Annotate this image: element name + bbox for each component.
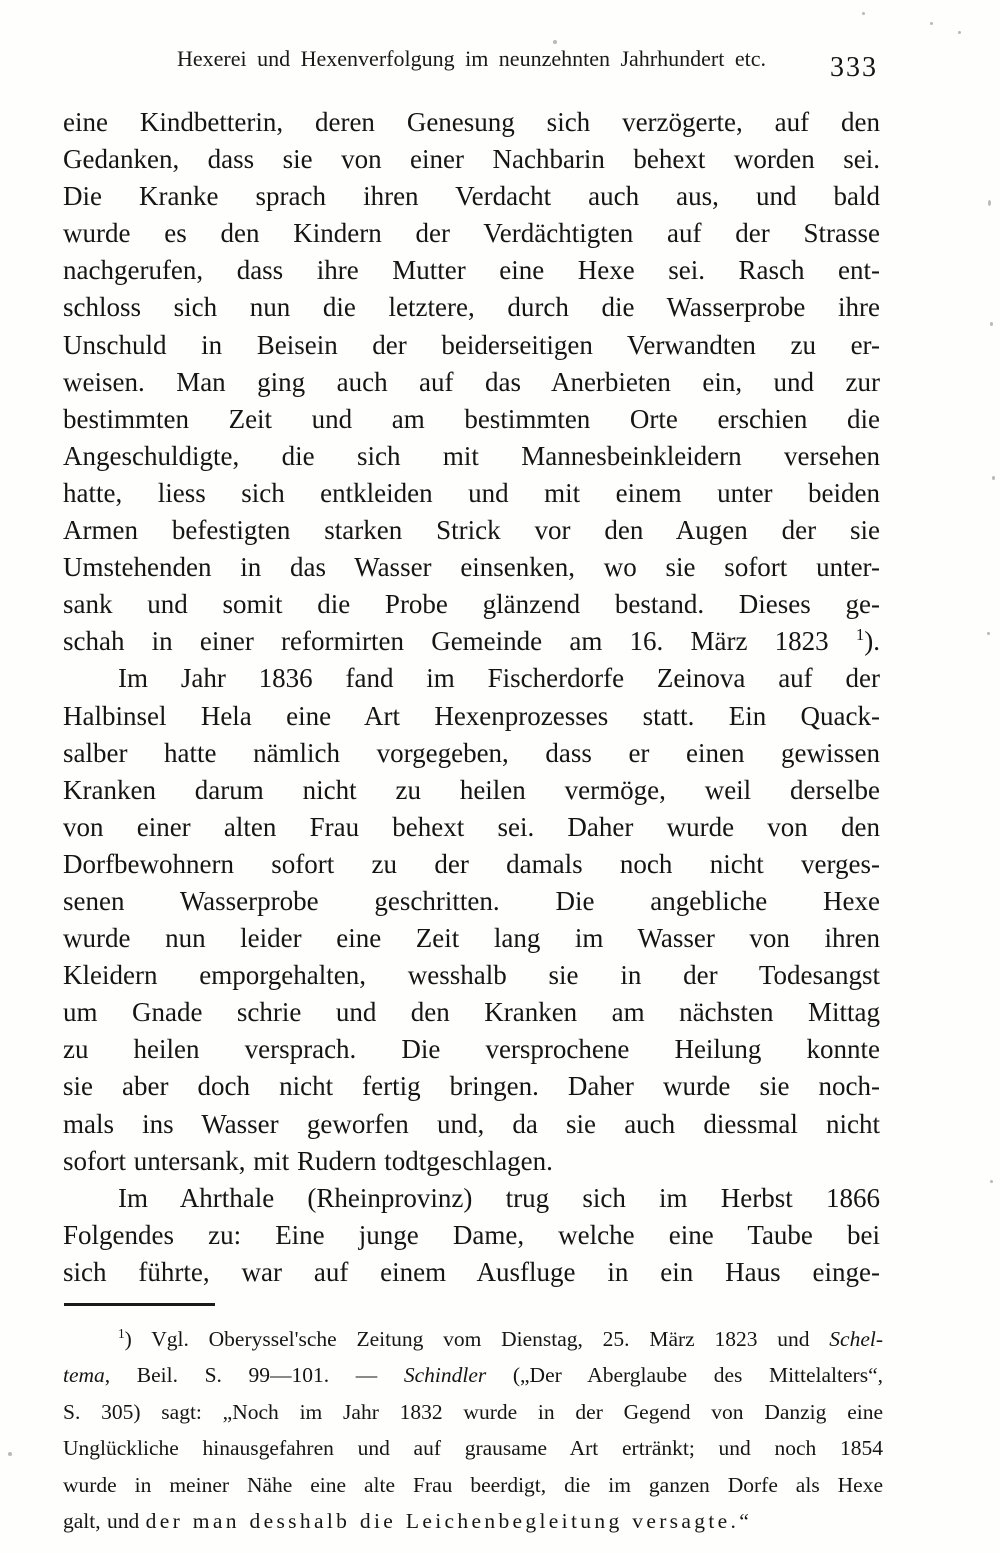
text-segment: 1 (855, 625, 865, 645)
text-segment: der man desshalb die Leichenbegleitung versagte.“ (145, 1509, 753, 1534)
text-line (63, 1254, 880, 1291)
text-segment: sich führte, war auf einem Ausfluge in ein Haus einge- (63, 1256, 880, 1287)
scan-speck (990, 322, 993, 326)
text-segment: Dorfbewohnern sofort zu der damals noch nicht verges- (63, 848, 880, 879)
text-line (63, 586, 880, 623)
text-line (63, 1217, 880, 1254)
text-segment: nachgerufen, dass ihre Mutter eine Hexe sei. Rasch ent- (63, 255, 880, 286)
text-segment: Angeschuldigte, die sich mit Mannesbeinkleidern versehen (63, 440, 880, 471)
text-line (63, 549, 880, 586)
scan-speck (8, 1452, 12, 1456)
text-segment: wurde es den Kindern der Verdächtigten auf der Strasse (63, 218, 880, 249)
text-segment: hatte, liess sich entkleiden und mit einem unter beiden (63, 477, 880, 508)
text-segment: senen Wasserprobe geschritten. Die angebliche Hexe (63, 885, 880, 916)
text-segment: Schindler (403, 1363, 487, 1388)
text-line (63, 623, 880, 660)
text-segment: weisen. Man ging auch auf das Anerbieten ein, und zur (63, 366, 880, 397)
text-segment: wurde nun leider eine Zeit lang im Wasser von ihren (63, 923, 880, 954)
text-segment: 1 (118, 1325, 125, 1341)
text-segment: ). (864, 626, 880, 657)
text-line (63, 994, 880, 1031)
text-line (63, 1143, 880, 1180)
scan-speck (553, 40, 557, 44)
text-segment: Folgendes zu: Eine junge Dame, welche eine Taube bei (63, 1219, 880, 1250)
text-segment: Im Ahrthale (Rheinprovinz) trug sich im Herbst 1866 (118, 1182, 880, 1213)
text-line (63, 735, 880, 772)
text-line (63, 809, 880, 846)
text-line (63, 327, 880, 364)
page-number: 333 (830, 52, 878, 83)
scan-speck (930, 22, 933, 25)
text-line (63, 660, 880, 697)
text-segment: tema (63, 1363, 105, 1388)
text-segment: von einer alten Frau behext sei. Daher wurde von den (63, 811, 880, 842)
text-segment: Umstehenden in das Wasser einsenken, wo sie sofort unter- (63, 552, 880, 583)
text-segment: Im Jahr 1836 fand im Fischerdorfe Zeinova auf der (118, 663, 880, 694)
text-line (63, 957, 880, 994)
text-line (63, 1503, 883, 1539)
text-line (63, 178, 880, 215)
text-segment: wurde in meiner Nähe eine alte Frau beerdigt, die im ganzen Dorfe als Hexe (63, 1472, 883, 1497)
text-segment: („Der Aberglaube des Mittelalters“, (486, 1363, 883, 1388)
text-segment: schah in einer reformirten Gemeinde am 16. März 1823 (63, 626, 856, 657)
text-segment: zu heilen versprach. Die versprochene Heilung konnte (63, 1034, 880, 1065)
text-segment: eine Kindbetterin, deren Genesung sich verzögerte, auf den (63, 107, 880, 137)
text-segment: Halbinsel Hela eine Art Hexenprozesses statt. Ein Quack- (63, 700, 880, 731)
text-line (63, 438, 880, 475)
text-line (63, 1467, 883, 1503)
scan-speck (958, 31, 961, 34)
text-segment: galt, und (63, 1509, 146, 1534)
text-line (63, 475, 880, 512)
text-segment: sofort untersank, mit Rudern todtgeschlagen. (63, 1145, 553, 1176)
text-line (63, 920, 880, 957)
scan-speck (862, 12, 865, 15)
text-segment: bestimmten Zeit und am bestimmten Orte erschien die (63, 403, 880, 434)
text-line (63, 698, 880, 735)
scan-speck (992, 476, 995, 480)
text-segment: Unglückliche hinausgefahren und auf grausame Art ertränkt; und noch 1854 (63, 1436, 883, 1461)
text-segment: Unschuld in Beisein der beiderseitigen Verwandten zu er- (63, 329, 880, 360)
text-segment: mals ins Wasser geworfen und, da sie auch diessmal nicht (63, 1108, 880, 1139)
text-segment: salber hatte nämlich vorgegeben, dass er einen gewissen (63, 737, 880, 768)
text-segment: sie aber doch nicht fertig bringen. Daher wurde sie noch- (63, 1071, 880, 1102)
text-line (63, 1394, 883, 1430)
text-line (63, 289, 880, 326)
text-segment: Armen befestigten starken Strick vor den Augen der sie (63, 515, 880, 546)
text-line (63, 846, 880, 883)
text-line (63, 883, 880, 920)
scan-speck (987, 632, 990, 635)
text-line (63, 1068, 880, 1105)
scan-speck (990, 1180, 993, 1183)
text-line (63, 1180, 880, 1217)
text-line (63, 1430, 883, 1466)
text-segment: Gedanken, dass sie von einer Nachbarin behext worden sei. (63, 144, 880, 175)
text-line (63, 104, 880, 141)
running-header: Hexerei und Hexenverfolgung im neunzehnten Jahrhundert etc. (177, 46, 766, 71)
text-line (63, 364, 880, 401)
text-line (63, 1357, 883, 1393)
text-line (63, 512, 880, 549)
scan-speck (988, 200, 991, 206)
text-segment: Kleidern emporgehalten, wesshalb sie in der Todesangst (63, 960, 880, 991)
text-segment: schloss sich nun die letztere, durch die Wasserprobe ihre (63, 292, 880, 323)
text-segment: sank und somit die Probe glänzend bestand. Dieses ge- (63, 589, 880, 620)
text-segment: Schel- (829, 1327, 883, 1351)
text-segment: , Beil. S. 99—101. — (104, 1363, 404, 1388)
text-segment: ) Vgl. Oberyssel'sche Zeitung vom Dienstag, 25. März 1823 und (124, 1327, 830, 1351)
text-line (63, 215, 880, 252)
text-line (63, 1321, 883, 1357)
text-segment: Kranken darum nicht zu heilen vermöge, weil derselbe (63, 774, 880, 805)
text-line (63, 401, 880, 438)
text-line (63, 772, 880, 809)
text-segment: Die Kranke sprach ihren Verdacht auch aus, und bald (63, 181, 880, 212)
text-line (63, 1031, 880, 1068)
text-segment: um Gnade schrie und den Kranken am nächsten Mittag (63, 997, 880, 1028)
body-text (63, 104, 880, 1291)
text-line (63, 252, 880, 289)
footnote-text (63, 1321, 883, 1539)
text-line (63, 1106, 880, 1143)
text-line (63, 141, 880, 178)
text-segment: S. 305) sagt: „Noch im Jahr 1832 wurde in der Gegend von Danzig eine (63, 1399, 883, 1424)
footnote-rule (64, 1303, 215, 1306)
